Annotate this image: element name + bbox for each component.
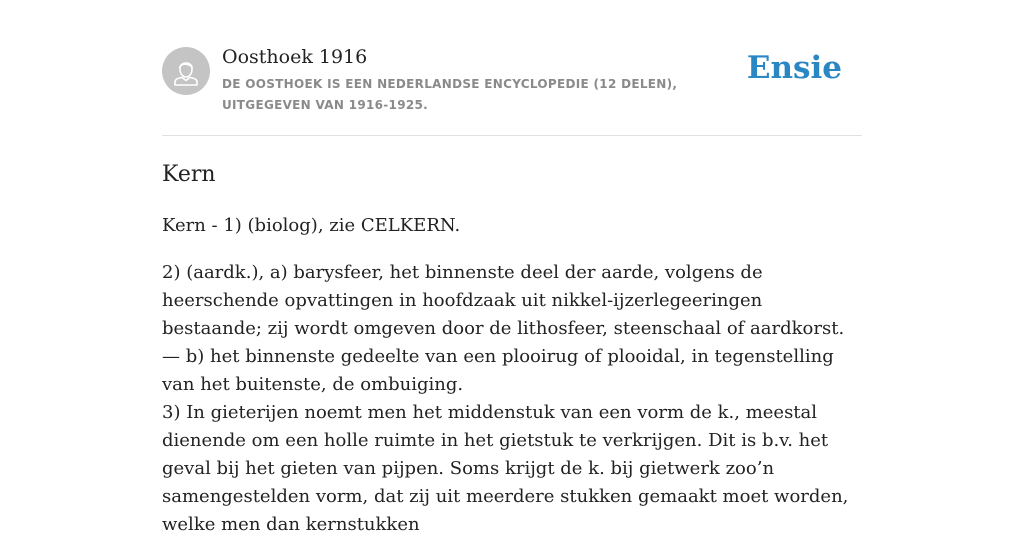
source-header <box>162 44 862 136</box>
article-paragraph: Kern - 1) (biolog), zie CELKERN. <box>162 215 461 236</box>
article <box>162 158 862 539</box>
article-title: Kern <box>162 162 216 187</box>
article-paragraph: 3) In gieterijen noemt men het middenstuk van een vorm de k., meestal dienende om een holle ruimte in het gietstuk te verkrijgen. Dit is b.v. het geval bij het gieten van pijpen. Soms krijgt de k. bij gietwerk zoo’n samengestelden vorm, dat zij uit meerdere stukken gemaakt moet worden, welke men dan kernstukken <box>162 402 849 535</box>
article-paragraph: 2) (aardk.), a) barysfeer, het binnenste deel der aarde, volgens de heerschende opvattingen in hoofdzaak uit nikkel-ijzerlegeeringen bestaande; zij wordt omgeven door de lithosfeer, steenschaal of aardkorst. — b) het binnenste gedeelte van een plooirug of plooidal, in tegenstelling van het buitenste, de ombuiging. <box>162 262 845 395</box>
source-description: DE OOSTHOEK IS EEN NEDERLANDSE ENCYCLOPEDIE (12 DELEN), UITGEGEVEN VAN 1916-1925. <box>222 77 678 112</box>
ensie-logo[interactable]: Ensie <box>746 50 842 86</box>
user-avatar-icon[interactable] <box>162 47 210 95</box>
source-name[interactable]: Oosthoek 1916 <box>222 46 368 68</box>
